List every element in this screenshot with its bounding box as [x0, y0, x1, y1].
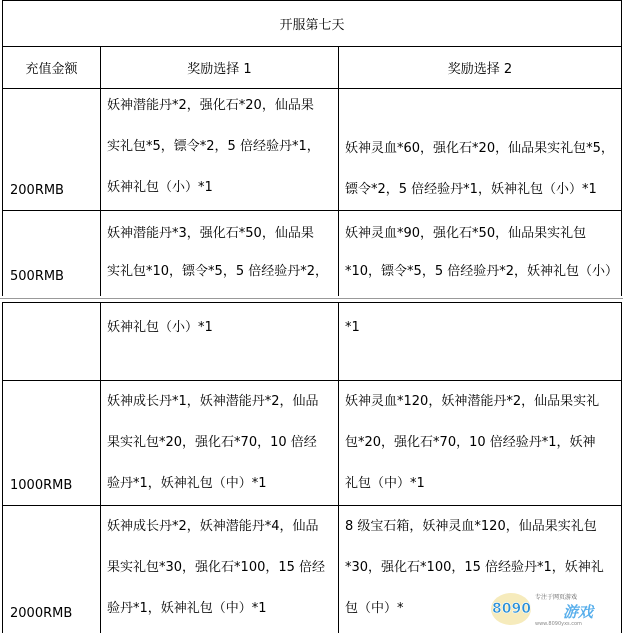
- reward-line: 妖神成长丹*1，妖神潜能丹*2，仙品: [107, 394, 319, 409]
- reward-line: 验丹*1，妖神礼包（中）*1: [107, 601, 267, 616]
- header-option1: [100, 46, 338, 88]
- header-option2: [338, 46, 622, 88]
- table-title-text: 开服第七天: [279, 18, 345, 33]
- row-cont-option2: [338, 302, 622, 380]
- watermark-url: www.8090yxs.com: [535, 621, 582, 627]
- watermark-logo-text: 8090: [492, 601, 531, 617]
- watermark-tagline: 专注于网页游戏: [535, 594, 578, 601]
- amount-text: 2000RMB: [10, 606, 73, 621]
- reward-line: 实礼包*10，镖令*5，5 倍经验丹*2，: [107, 264, 328, 279]
- header-amount-text: 充值金额: [25, 62, 78, 77]
- row-1000-option1: [100, 380, 338, 505]
- row-1000-amount: [2, 380, 100, 505]
- reward-line: 8 级宝石箱，妖神灵血*120，仙品果实礼包: [345, 519, 597, 534]
- reward-line: 实礼包*5，镖令*2，5 倍经验丹*1，: [107, 139, 320, 154]
- reward-line: 妖神礼包（小）*1: [107, 320, 213, 335]
- reward-line: 果实礼包*30，强化石*100，15 倍经: [107, 560, 326, 575]
- reward-line: *30，强化石*100，15 倍经验丹*1，妖神礼: [345, 560, 604, 575]
- reward-line: 妖神灵血*60，强化石*20，仙品果实礼包*5，: [345, 141, 614, 156]
- reward-line: 包（中）*: [345, 601, 404, 616]
- amount-text: 200RMB: [10, 183, 64, 198]
- row-500-option1: [100, 210, 338, 296]
- header-option1-text: 奖励选择 1: [187, 62, 252, 77]
- reward-line: 包*20，强化石*70，10 倍经验丹*1，妖神: [345, 435, 596, 450]
- table-title: [2, 0, 622, 46]
- reward-line: 妖神成长丹*2，妖神潜能丹*4，仙品: [107, 519, 319, 534]
- row-200-option1: [100, 88, 338, 210]
- reward-line: *10，镖令*5，5 倍经验丹*2，妖神礼包（小）: [345, 264, 618, 279]
- reward-line: 妖神灵血*90，强化石*50，仙品果实礼包: [345, 226, 587, 241]
- row-500-amount: [2, 210, 100, 296]
- watermark-brand: 游戏: [563, 603, 594, 621]
- reward-line: 妖神灵血*120，妖神潜能丹*2，仙品果实礼: [345, 394, 600, 409]
- header-amount: [2, 46, 100, 88]
- row-cont-option1: [100, 302, 338, 380]
- row-200-amount: [2, 88, 100, 210]
- row-cont-amount: [2, 302, 100, 380]
- page-break-line: [0, 298, 623, 299]
- row-2000-amount: [2, 505, 100, 633]
- row-1000-option2: [338, 380, 622, 505]
- amount-text: 1000RMB: [10, 478, 73, 493]
- reward-line: 妖神潜能丹*2，强化石*20，仙品果: [107, 98, 314, 113]
- reward-line: *1: [345, 320, 360, 335]
- reward-line: 礼包（中）*1: [345, 476, 425, 491]
- watermark-logo: [489, 587, 609, 627]
- amount-text: 500RMB: [10, 269, 64, 284]
- reward-line: 果实礼包*20，强化石*70，10 倍经: [107, 435, 317, 450]
- reward-line: 镖令*2，5 倍经验丹*1，妖神礼包（小）*1: [345, 182, 597, 197]
- reward-line: 妖神潜能丹*3，强化石*50，仙品果: [107, 226, 314, 241]
- row-200-option2: [338, 88, 622, 210]
- reward-line: 验丹*1，妖神礼包（中）*1: [107, 476, 267, 491]
- reward-line: 妖神礼包（小）*1: [107, 180, 213, 195]
- header-option2-text: 奖励选择 2: [447, 62, 513, 77]
- row-2000-option1: [100, 505, 338, 633]
- row-500-option2: [338, 210, 622, 296]
